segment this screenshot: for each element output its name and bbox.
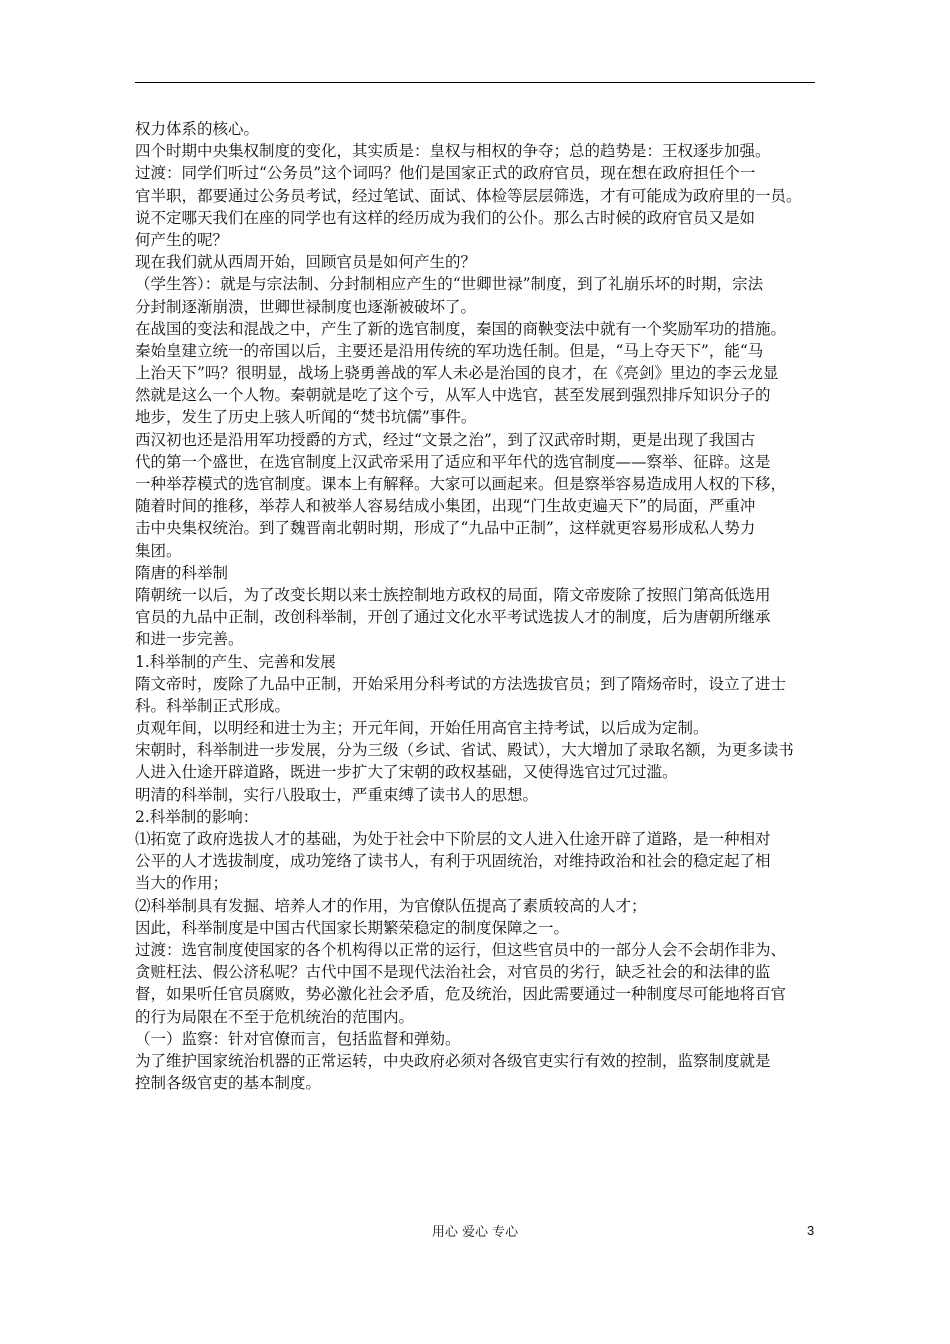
text-line: 明清的科举制，实行八股取士，严重束缚了读书人的思想。 — [135, 785, 539, 804]
text-line: 说不定哪天我们在座的同学也有这样的经历成为我们的公仆。那么古时候的政府官员又是如 — [135, 208, 756, 227]
text-line: （一）监察：针对官僚而言，包括监督和弹劾。 — [135, 1029, 461, 1048]
text-line: 官员的九品中正制，改创科举制，开创了通过文化水平考试选拔人才的制度，后为唐朝所继承 — [135, 608, 771, 627]
text-line: 在战国的变法和混战之中，产生了新的选官制度，秦国的商鞅变法中就有一个奖励军功的措施。 — [135, 319, 787, 338]
text-line: 分封制逐渐崩溃，世卿世禄制度也逐渐被破坏了。 — [135, 297, 477, 316]
text-line: 官半职，都要通过公务员考试，经过笔试、面试、体检等层层筛选，才有可能成为政府里的一员。 — [135, 186, 802, 205]
text-line: 四个时期中央集权制度的变化，其实质是：皇权与相权的争夺；总的趋势是：王权逐步加强。 — [135, 142, 771, 161]
text-line: 因此，科举制度是中国古代国家长期繁荣稳定的制度保障之一。 — [135, 918, 570, 937]
text-line: ⑴拓宽了政府选拔人才的基础，为处于社会中下阶层的文人进入仕途开辟了道路，是一种相对 — [135, 830, 771, 848]
text-line: 宋朝时，科举制进一步发展，分为三级（乡试、省试、殿试），大大增加了录取名额，为更多读书 — [135, 741, 794, 760]
text-line: 和进一步完善。 — [135, 630, 244, 649]
text-line: 隋朝统一以后，为了改变长期以来士族控制地方政权的局面，隋文帝废除了按照门第高低选用 — [135, 585, 771, 604]
text-line: 何产生的呢？ — [135, 230, 229, 249]
section-heading: 隋唐的科举制 — [135, 563, 229, 582]
text-line: 科。科举制正式形成。 — [135, 696, 291, 715]
text-line: 督，如果听任官员腐败，势必激化社会矛盾，危及统治，因此需要通过一种制度尽可能地将百官 — [135, 985, 787, 1004]
subsection-heading: 1.科举制的产生、完善和发展 — [135, 652, 336, 671]
text-line: 然就是这么一个人物。秦朝就是吃了这个亏，从军人中选官，甚至发展到强烈排斥知识分子的 — [135, 386, 771, 405]
text-line: 地步，发生了历史上骇人听闻的“焚书坑儒”事件。 — [135, 408, 477, 427]
page-number: 3 — [807, 1223, 815, 1238]
text-line: 随着时间的推移，举荐人和被举人容易结成小集团，出现“门生故吏遍天下”的局面，严重冲 — [135, 497, 756, 516]
text-line: 西汉初也还是沿用军功授爵的方式，经过“文景之治”，到了汉武帝时期，更是出现了我国古 — [135, 430, 756, 449]
text-line: 为了维护国家统治机器的正常运转，中央政府必须对各级官吏实行有效的控制，监察制度就是 — [135, 1051, 771, 1070]
text-line: 击中央集权统治。到了魏晋南北朝时期，形成了“九品中正制”，这样就更容易形成私人势力 — [135, 519, 756, 538]
text-line: 贞观年间，以明经和进士为主；开元年间，开始任用高官主持考试，以后成为定制。 — [135, 719, 709, 738]
text-line: ⑵科举制具有发掘、培养人才的作用，为官僚队伍提高了素质较高的人才； — [135, 896, 647, 915]
text-line: 过渡：同学们听过“公务员”这个词吗？他们是国家正式的政府官员，现在想在政府担任个一 — [135, 164, 756, 183]
text-line: （学生答）：就是与宗法制、分封制相应产生的“世卿世禄”制度，到了礼崩乐坏的时期，宗法 — [135, 275, 764, 294]
footer-motto: 用心 爱心 专心 — [431, 1225, 519, 1240]
header-rule — [135, 82, 815, 83]
text-line: 当大的作用； — [135, 874, 229, 893]
text-line: 一种举荐模式的选官制度。课本上有解释。大家可以画起来。但是察举容易造成用人权的下移， — [135, 475, 787, 493]
text-line: 上治天下”吗？很明显，战场上骁勇善战的军人未必是治国的良才，在《亮剑》里边的李云龙显 — [135, 364, 779, 383]
subsection-heading: 2.科举制的影响： — [135, 807, 259, 826]
text-line: 人进入仕途开辟道路，既进一步扩大了宋朝的政权基础，又使得选官过冗过滥。 — [135, 763, 678, 782]
text-line: 集团。 — [135, 541, 182, 560]
text-line: 代的第一个盛世，在选官制度上汉武帝采用了适应和平年代的选官制度——察举、征辟。这是 — [135, 452, 771, 471]
text-line: 公平的人才选拔制度，成功笼络了读书人，有利于巩固统治，对维持政治和社会的稳定起了相 — [135, 852, 771, 871]
text-line: 现在我们就从西周开始，回顾官员是如何产生的？ — [135, 253, 477, 272]
text-line: 的行为局限在不至于危机统治的范围内。 — [135, 1007, 415, 1026]
document-body — [135, 118, 825, 1094]
text-line: 控制各级官吏的基本制度。 — [135, 1074, 322, 1093]
text-line: 过渡：选官制度使国家的各个机构得以正常的运行，但这些官员中的一部分人会不会胡作非为、 — [135, 940, 787, 959]
text-line: 权力体系的核心。 — [135, 120, 260, 138]
text-line: 秦始皇建立统一的帝国以后，主要还是沿用传统的军功选任制。但是，“马上夺天下”，能“马 — [135, 341, 764, 360]
text-line: 隋文帝时，废除了九品中正制，开始采用分科考试的方法选拔官员；到了隋炀帝时，设立了进士 — [135, 674, 787, 693]
text-line: 贪赃枉法、假公济私呢？古代中国不是现代法治社会，对官员的劣行，缺乏社会的和法律的监 — [135, 963, 771, 982]
